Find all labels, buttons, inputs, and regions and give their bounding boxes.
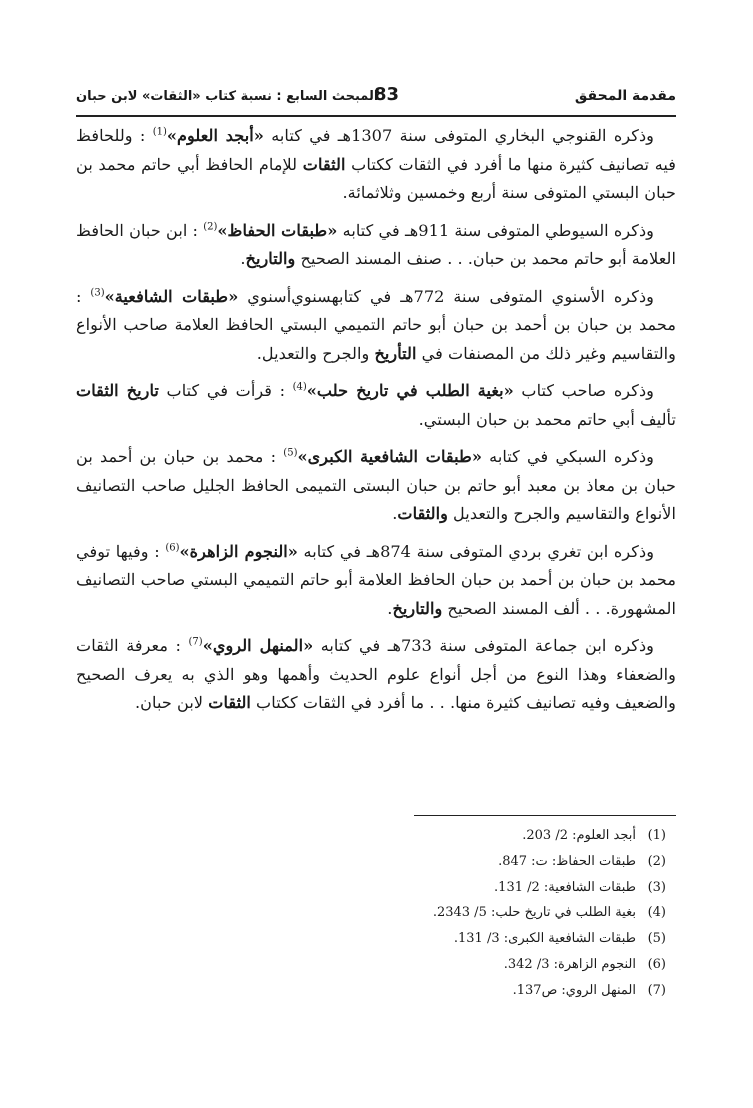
emphasis: والتاريخ — [392, 598, 443, 618]
footnote-item — [300, 900, 676, 926]
footnote-ref: (6) — [165, 542, 180, 554]
footnote-text: طبقات الشافعية: 2/ 131. — [494, 879, 636, 895]
book-title: «بغية الطلب في تاريخ حلب» — [306, 381, 514, 400]
footnote-item — [300, 849, 676, 875]
paragraph-text: : وفيها توفي محمد بن حبان بن أحمد بن حبان الحافظ العلامة أبو حاتم التميمي البستي صاحب التصانيف المشهورة. . . ألف المسند الصحيح — [76, 541, 676, 618]
emphasis: تاريخ الثقات — [76, 381, 159, 400]
paragraph-text: وذكره القنوجي البخاري المتوفى سنة 1307هـ في كتابه — [263, 126, 654, 145]
paragraph-text: وذكره الأسنوي المتوفى سنة 772هـ في كتابهسنوي‌أسنوي — [238, 286, 654, 306]
main-text — [76, 122, 676, 727]
emphasis: والثقات — [397, 504, 448, 523]
footnote-number: (3) — [647, 879, 666, 895]
footnote-item — [300, 978, 676, 1004]
book-title: «طبقات الشافعية الكبرى» — [297, 447, 482, 466]
paragraph-text: للإمام الحافظ أبي حاتم محمد بن حبان البستي المتوفى سنة أربع وخمسين وثلاثمائة. — [76, 154, 676, 202]
paragraph-text: : محمد بن حبان بن أحمد بن حبان أبو حاتم التميمي البستي الحافظ العلامة صاحب الأنواع والتقاسيم وغير ذلك من المصنفات في — [76, 286, 676, 363]
footnote-text: طبقات الحفاظ: ت: 847. — [498, 853, 636, 869]
paragraph-7 — [76, 632, 676, 718]
emphasis: الثقات — [302, 154, 346, 174]
book-title: «طبقات الشافعية» — [104, 286, 239, 306]
footnote-number: (7) — [647, 982, 666, 998]
footnote-item — [300, 823, 676, 849]
paragraph-text: : وللحافظ فيه تصانيف كثيرة منها ما أفرد في الثقات ككتاب — [76, 126, 676, 174]
book-title: «المنهل الروي» — [202, 636, 314, 655]
paragraph-text: . — [392, 504, 398, 523]
paragraph-text: والجرح والتعديل. — [256, 343, 375, 363]
header-section-title: مقدمة المحقق — [574, 88, 676, 104]
paragraph-3 — [76, 283, 676, 369]
footnote-number: (1) — [647, 828, 666, 843]
footnote-number: (5) — [647, 931, 666, 947]
footnote-text: النجوم الزاهرة: 3/ 342. — [503, 956, 636, 972]
footnote-ref: (5) — [283, 447, 298, 459]
paragraph-text: . — [387, 598, 393, 618]
footnote-ref: (7) — [188, 636, 203, 648]
paragraph-text: : معرفة الثقات والضعفاء وهذا النوع من أجل أنواع علوم الحديث وأهمها وهو الذي به يعرف الصحيح والضعيف وفيه تصانيف كثيرة منها. . . ما أفرد في الثقات ككتاب — [76, 636, 676, 712]
page-number: 83 — [374, 84, 400, 105]
paragraph-text: وذكره السبكي في كتابه — [481, 447, 654, 466]
paragraph-5 — [76, 443, 676, 529]
book-title: «طبقات الحفاظ» — [217, 220, 338, 240]
paragraph-text: لابن حبان. — [135, 693, 209, 712]
footnote-ref: (3) — [90, 287, 105, 299]
footnote-item — [300, 875, 676, 901]
footnote-text: أبجد العلوم: 2/ 203. — [522, 828, 636, 843]
paragraph-6 — [76, 538, 676, 624]
footnotes — [300, 823, 676, 1004]
footnote-ref: (4) — [292, 381, 307, 393]
footnote-item — [300, 926, 676, 952]
paragraph-text: وذكره ابن جماعة المتوفى سنة 733هـ في كتابه — [313, 636, 654, 655]
header-chapter-title: المبحث السابع : نسبة كتاب «الثقات» لابن حبان — [76, 89, 379, 104]
footnote-text: بغية الطلب في تاريخ حلب: 5/ 2343. — [432, 905, 636, 921]
header-divider — [76, 115, 676, 117]
paragraph-4 — [76, 377, 676, 434]
paragraph-text: : قرأت في كتاب — [158, 381, 293, 400]
paragraph-1 — [76, 122, 676, 208]
footnote-item — [300, 952, 676, 978]
footnote-ref: (2) — [203, 221, 218, 233]
emphasis: والتاريخ — [245, 249, 296, 268]
emphasis: التأريخ — [374, 343, 417, 363]
footnote-divider — [414, 815, 676, 816]
paragraph-text: . — [240, 249, 246, 268]
book-title: «النجوم الزاهرة» — [179, 541, 298, 561]
paragraph-text: تأليف أبي حاتم محمد بن حبان البستي. — [418, 409, 676, 429]
footnote-text: طبقات الشافعية الكبرى: 3/ 131. — [453, 931, 636, 947]
footnote-ref: (1) — [152, 126, 167, 138]
footnote-number: (4) — [647, 905, 666, 921]
paragraph-text: وذكره صاحب كتاب — [513, 381, 654, 400]
emphasis: الثقات — [208, 693, 251, 712]
paragraph-2 — [76, 217, 676, 274]
footnote-number: (6) — [647, 956, 666, 972]
running-header — [76, 86, 676, 112]
footnote-number: (2) — [647, 853, 666, 869]
book-title: «أبجد العلوم» — [166, 126, 264, 145]
paragraph-text: : ابن حبان الحافظ العلامة أبو حاتم محمد بن حبان. . . صنف المسند الصحيح — [76, 220, 676, 268]
footnote-text: المنهل الروي: ص137. — [512, 982, 636, 998]
paragraph-text: وذكره ابن تغري بردي المتوفى سنة 874هـ في كتابه — [297, 541, 655, 561]
paragraph-text: : محمد بن حبان بن أحمد بن حبان بن معاذ بن معبد أبو حاتم بن حبان البستى التميمى الحافظ الجليل صاحب التصانيف الأنواع والتقاسيم والجرح والتعديل — [76, 447, 676, 523]
paragraph-text: وذكره السيوطي المتوفى سنة 911هـ في كتابه — [337, 220, 655, 240]
